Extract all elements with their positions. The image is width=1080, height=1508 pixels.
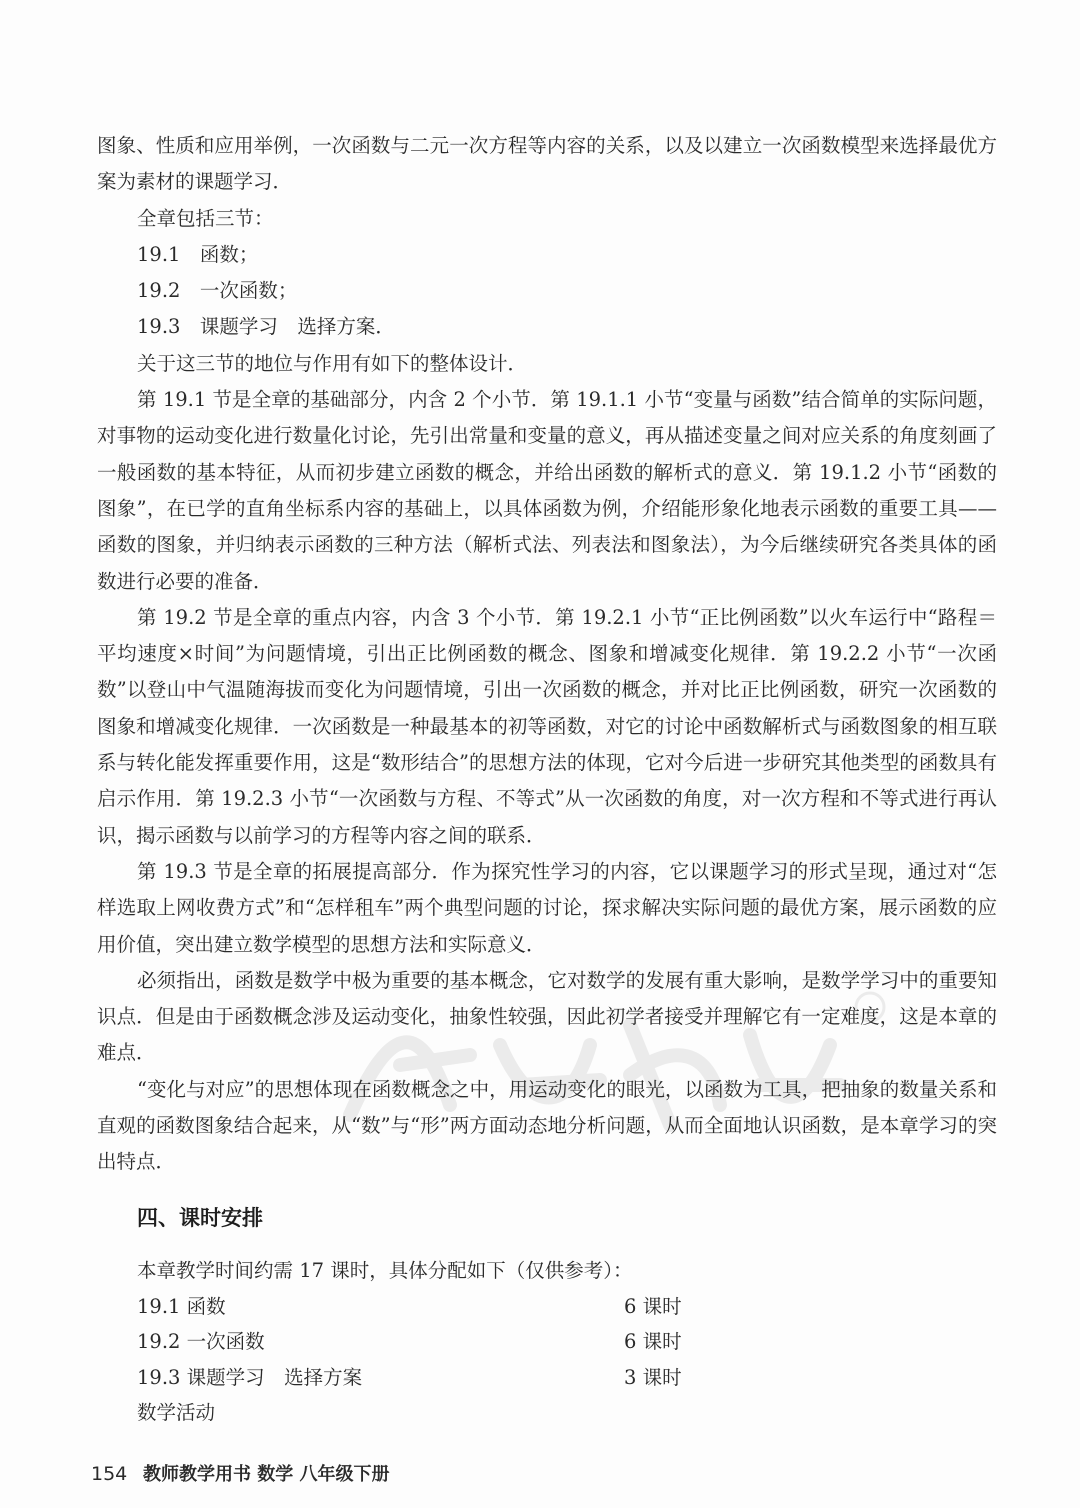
page-footer — [91, 1460, 390, 1486]
schedule-row — [97, 1289, 997, 1325]
design-intro: 关于这三节的地位与作用有如下的整体设计． — [137, 351, 528, 375]
schedule-item: 19.1 函数 — [137, 1294, 226, 1318]
schedule-hours: 3 课时 — [624, 1365, 682, 1389]
main-content — [97, 128, 997, 1431]
schedule-hours: 6 课时 — [624, 1330, 682, 1354]
page-number: 154 — [91, 1463, 128, 1485]
paragraph-feature: “变化与对应”的思想体现在函数概念之中，用运动变化的眼光，以函数为工具，把抽象的数量关系和直观的函数图象结合起来，从“数”与“形”两方面动态地分析问题，从而全面地认识函数，是本章学习的突出特点． — [97, 1077, 997, 1174]
schedule-intro: 本章教学时间约需 17 课时，具体分配如下（仅供参考）： — [137, 1258, 633, 1282]
book-title: 教师教学用书 数学 八年级下册 — [143, 1464, 390, 1485]
schedule-heading: 四、课时安排 — [137, 1205, 263, 1230]
schedule-item: 数学活动 — [137, 1401, 216, 1425]
section-item: 19.3 课题学习 选择方案． — [137, 315, 395, 339]
section-item: 19.1 函数； — [137, 242, 259, 266]
intro-continuation: 图象、性质和应用举例，一次函数与二元一次方程等内容的关系，以及以建立一次函数模型来选择最优方案为素材的课题学习． — [97, 134, 997, 194]
paragraph-section-19-2: 第 19.2 节是全章的重点内容，内含 3 个小节．第 19.2.1 小节“正比例函数”以火车运行中“路程＝平均速度×时间”为问题情境，引出正比例函数的概念、图象和增减变化规律．第 19.2.2 小节“一次函数”以登山中气温随海拔而变化为问题情境，引出一次函数的概念，并对比正比例函数，研究一次函数的图象和增减变化规律．一次函数是一种最基本的初等函数，对它的讨论中函数解析式与函数图象的相互联系与转化能发挥重要作用，这是“数形结合”的思想方法的体现，它对今后进一步研究其他类型的函数具有启示作用．第 19.2.3 小节“一次函数与方程、不等式”从一次函数的角度，对一次方程和不等式进行再认识，揭示函数与以前学习的方程等内容之间的联系． — [97, 605, 997, 847]
paragraph-section-19-1: 第 19.1 节是全章的基础部分，内含 2 个小节．第 19.1.1 小节“变量与函数”结合简单的实际问题，对事物的运动变化进行数量化讨论，先引出常量和变量的意义，再从描述变量之间对应关系的角度刻画了一般函数的基本特征，从而初步建立函数的概念，并给出函数的解析式的意义．第 19.1.2 小节“函数的图象”，在已学的直角坐标系内容的基础上，以具体函数为例，介绍能形象化地表示函数的重要工具——函数的图象，并归纳表示函数的三种方法（解析式法、列表法和图象法），为今后继续研究各类具体的函数进行必要的准备． — [97, 388, 997, 593]
schedule-item: 19.3 课题学习 选择方案 — [137, 1365, 363, 1389]
chapter-sections-intro: 全章包括三节： — [137, 206, 274, 230]
section-item: 19.2 一次函数； — [137, 279, 298, 303]
schedule-row — [97, 1324, 997, 1360]
schedule-item: 19.2 一次函数 — [137, 1330, 265, 1354]
schedule-hours: 6 课时 — [624, 1294, 682, 1318]
schedule-row — [97, 1360, 997, 1396]
paragraph-difficulty: 必须指出，函数是数学中极为重要的基本概念，它对数学的发展有重大影响，是数学学习中的重要知识点．但是由于函数概念涉及运动变化，抽象性较强，因此初学者接受并理解它有一定难度，这是本章的难点． — [97, 968, 997, 1065]
schedule-row — [97, 1395, 997, 1431]
paragraph-section-19-3: 第 19.3 节是全章的拓展提高部分．作为探究性学习的内容，它以课题学习的形式呈现，通过对“怎样选取上网收费方式”和“怎样租车”两个典型问题的讨论，探求解决实际问题的最优方案，展示函数的应用价值，突出建立数学模型的思想方法和实际意义． — [97, 859, 997, 956]
